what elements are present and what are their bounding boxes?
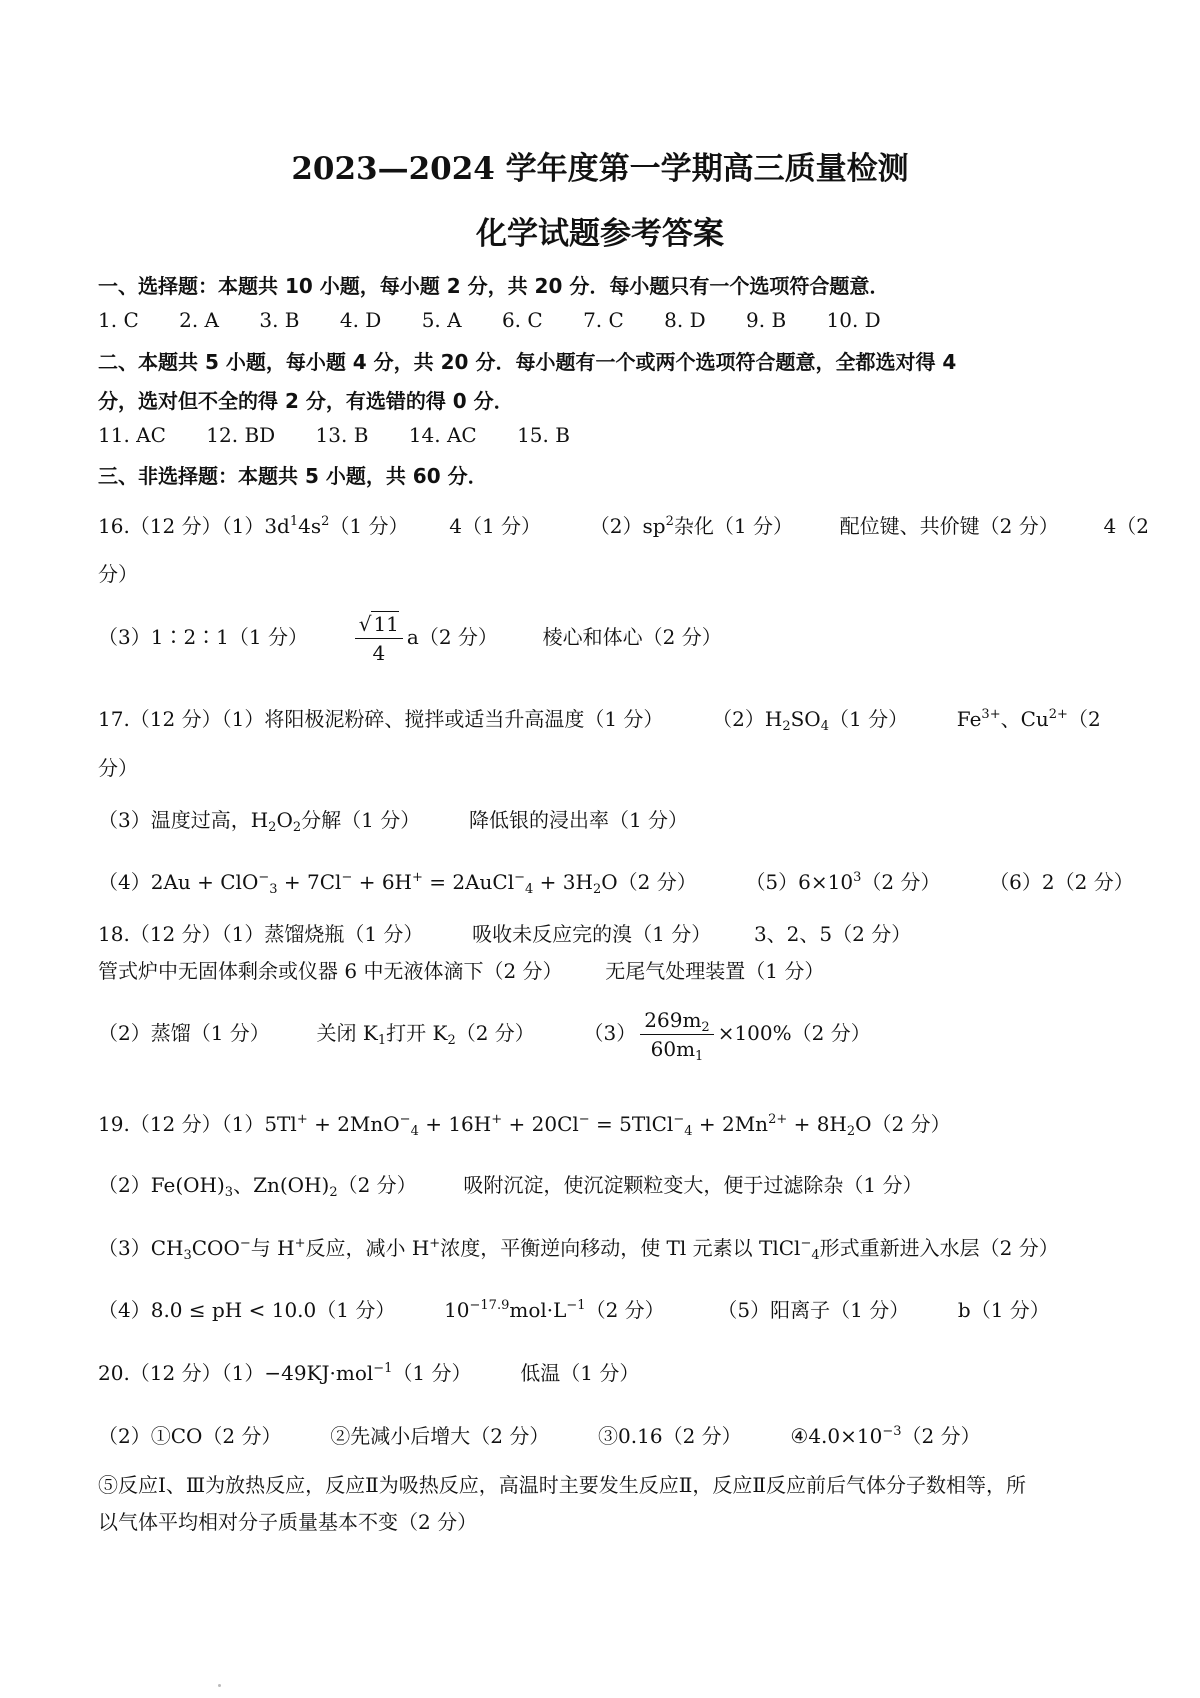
q20-part3: （2）①CO（2 分） bbox=[98, 1424, 282, 1448]
q17-line2: 分） bbox=[98, 756, 138, 780]
q19-part7: （5）阳离子（1 分） bbox=[717, 1298, 910, 1322]
q16-part2: 4（1 分） bbox=[449, 514, 542, 538]
q17-line4 bbox=[98, 866, 1134, 895]
q20-part2: 低温（1 分） bbox=[520, 1361, 640, 1385]
q19-part8: b（1 分） bbox=[957, 1298, 1050, 1322]
sup: − bbox=[578, 1112, 590, 1127]
q20-line4: 以气体平均相对分子质量基本不变（2 分） bbox=[98, 1510, 478, 1534]
section1-answers bbox=[98, 308, 881, 332]
sup: − bbox=[399, 1112, 411, 1127]
sup: + bbox=[411, 870, 423, 885]
q19-eq8: O（2 分） bbox=[855, 1112, 951, 1136]
q17-part1: 17.（12 分）（1）将阳极泥粉碎、搅拌或适当升高温度（1 分） bbox=[98, 707, 664, 731]
answer-13: 13. B bbox=[315, 423, 369, 447]
sub: 1 bbox=[377, 1033, 387, 1048]
q17-part4b: O bbox=[276, 808, 293, 832]
q17-part6b: （2 分） bbox=[861, 870, 941, 894]
sup: 2 bbox=[321, 514, 330, 529]
sub: 4 bbox=[811, 1248, 820, 1263]
sup: + bbox=[491, 1112, 503, 1127]
sup: − bbox=[800, 1236, 812, 1251]
q16-part4: 配位键、共价键（2 分） bbox=[839, 514, 1059, 538]
q19-part3: 吸附沉淀，使沉淀颗粒变大，便于过滤除杂（1 分） bbox=[463, 1173, 923, 1197]
sup: − bbox=[341, 870, 353, 885]
sup: −17.9 bbox=[469, 1298, 510, 1313]
scan-speck bbox=[218, 1684, 221, 1687]
q18-part8: （3） bbox=[583, 1021, 637, 1045]
q16-line2: 分） bbox=[98, 562, 138, 586]
q17-part6: （5）6×10 bbox=[745, 870, 854, 894]
q18-part6: （2）蒸馏（1 分） bbox=[98, 1021, 270, 1045]
answer-7: 7. C bbox=[583, 308, 624, 332]
section2-heading-line1: 二、本题共 5 小题，每小题 4 分，共 20 分．每小题有一个或两个选项符合题意，全都选对得 4 bbox=[98, 350, 957, 374]
q19-eq2: + 2MnO bbox=[307, 1112, 400, 1136]
q16-part3b: 杂化（1 分） bbox=[673, 514, 793, 538]
q18-part2: 吸收未反应完的溴（1 分） bbox=[472, 922, 712, 946]
q16-part1b: 4s bbox=[298, 514, 322, 538]
sub: 3 bbox=[269, 882, 278, 897]
q17-eq3: + 6H bbox=[352, 870, 412, 894]
q19-part6b: mol·L bbox=[509, 1298, 567, 1322]
sup: −1 bbox=[566, 1298, 586, 1313]
answer-1: 1. C bbox=[98, 308, 139, 332]
sup: 3+ bbox=[981, 707, 1001, 722]
answer-15: 15. B bbox=[517, 423, 570, 447]
sup: 2+ bbox=[768, 1112, 788, 1127]
q16-line3 bbox=[98, 612, 722, 665]
q18-line1 bbox=[98, 918, 911, 947]
fraction-numerator: 11 bbox=[373, 612, 399, 636]
sup: − bbox=[514, 870, 526, 885]
sup: 3 bbox=[853, 870, 862, 885]
q17-part3: Fe bbox=[956, 707, 982, 731]
q19-eq5: = 5TlCl bbox=[589, 1112, 674, 1136]
sup: 2+ bbox=[1048, 707, 1068, 722]
sub: 2 bbox=[846, 1124, 856, 1139]
answer-9: 9. B bbox=[746, 308, 787, 332]
q19-part4b: COO bbox=[191, 1236, 240, 1260]
q16-part5: 4（2 bbox=[1103, 514, 1149, 538]
q19-part5: （4）8.0 ≤ pH < 10.0（1 分） bbox=[98, 1298, 396, 1322]
q20-line3: ⑤反应Ⅰ、Ⅲ为放热反应，反应Ⅱ为吸热反应，高温时主要发生反应Ⅱ，反应Ⅱ反应前后气体分子数相等，所 bbox=[98, 1473, 1026, 1497]
q18-part5: 无尾气处理装置（1 分） bbox=[605, 959, 825, 983]
q19-part2: （2）Fe(OH) bbox=[98, 1173, 225, 1197]
sub: 4 bbox=[684, 1124, 693, 1139]
sub: 4 bbox=[525, 882, 534, 897]
q17-part7: （6）2（2 分） bbox=[989, 870, 1134, 894]
q17-part2b: SO bbox=[790, 707, 821, 731]
q20-line1 bbox=[98, 1357, 639, 1386]
answer-10: 10. D bbox=[826, 308, 881, 332]
section2-heading-line2: 分，选对但不全的得 2 分，有选错的得 0 分． bbox=[98, 389, 514, 413]
q17-eq5: + 3H bbox=[533, 870, 593, 894]
q17-eq4: = 2AuCl bbox=[422, 870, 515, 894]
q16-part1c: （1 分） bbox=[329, 514, 409, 538]
sup: 1 bbox=[289, 514, 299, 529]
q20-part4: ②先减小后增大（2 分） bbox=[330, 1424, 550, 1448]
q16-part1: 16.（12 分）（1）3d bbox=[98, 514, 290, 538]
q19-line3 bbox=[98, 1232, 1059, 1261]
q17-part4: （3）温度过高，H bbox=[98, 808, 269, 832]
q19-part2b: 、Zn(OH) bbox=[233, 1173, 330, 1197]
q18-part8b: ×100%（2 分） bbox=[717, 1021, 871, 1045]
q19-eq6: + 2Mn bbox=[692, 1112, 769, 1136]
fraction: $\frac{√ 11}{4}$ bbox=[355, 612, 403, 665]
sub: 2 bbox=[447, 1033, 456, 1048]
answer-6: 6. C bbox=[501, 308, 543, 332]
q17-eq6: O（2 分） bbox=[601, 870, 697, 894]
sub: 4 bbox=[820, 719, 829, 734]
sub: 2 bbox=[268, 820, 277, 835]
q17-eq1: （4）2Au + ClO bbox=[98, 870, 259, 894]
q18-part7: 关闭 K bbox=[316, 1021, 378, 1045]
q20-part6b: （2 分） bbox=[901, 1424, 981, 1448]
sub: 2 bbox=[329, 1185, 338, 1200]
fraction-numerator: 269m bbox=[644, 1008, 702, 1032]
q19-part2c: （2 分） bbox=[337, 1173, 417, 1197]
sup: − bbox=[239, 1236, 251, 1251]
q16-part8: 棱心和体心（2 分） bbox=[542, 625, 722, 649]
page-subtitle: 化学试题参考答案 bbox=[476, 216, 724, 252]
sub: 3 bbox=[224, 1185, 234, 1200]
q18-part1: 18.（12 分）（1）蒸馏烧瓶（1 分） bbox=[98, 922, 424, 946]
q20-part1b: （1 分） bbox=[392, 1361, 472, 1385]
fraction-denominator: 4 bbox=[372, 641, 386, 665]
section1-heading: 一、选择题：本题共 10 小题，每小题 2 分，共 20 分．每小题只有一个选项符合题意． bbox=[98, 274, 890, 298]
sup: 2 bbox=[665, 514, 674, 529]
sub: 2 bbox=[292, 820, 302, 835]
q17-part3c: （2 bbox=[1067, 707, 1101, 731]
q19-line2 bbox=[98, 1169, 923, 1198]
q17-eq2: + 7Cl bbox=[277, 870, 342, 894]
q19-part4d: 反应，减小 H bbox=[305, 1236, 430, 1260]
answer-4: 4. D bbox=[339, 308, 382, 332]
q19-eq4: + 20Cl bbox=[502, 1112, 579, 1136]
page-title: 2023—2024 学年度第一学期高三质量检测 bbox=[291, 151, 909, 187]
q19-part4c: 与 H bbox=[250, 1236, 295, 1260]
q16-part3: （2）sp bbox=[589, 514, 666, 538]
answer-3: 3. B bbox=[259, 308, 300, 332]
answer-2: 2. A bbox=[179, 308, 219, 332]
section2-answers bbox=[98, 423, 570, 447]
q17-part2c: （1 分） bbox=[828, 707, 909, 731]
fraction-denominator: 60m bbox=[650, 1037, 696, 1061]
sub: 4 bbox=[410, 1124, 419, 1139]
sup: −3 bbox=[882, 1424, 902, 1439]
q17-part5: 降低银的浸出率（1 分） bbox=[468, 808, 689, 832]
q19-part6c: （2 分） bbox=[585, 1298, 665, 1322]
q17-part4c: 分解（1 分） bbox=[301, 808, 421, 832]
q18-line2 bbox=[98, 955, 824, 984]
section3-heading: 三、非选择题：本题共 5 小题，共 60 分． bbox=[98, 464, 488, 488]
sup: + bbox=[294, 1236, 306, 1251]
sub: 3 bbox=[183, 1248, 192, 1263]
sub: 2 bbox=[592, 882, 602, 897]
q19-eq7: + 8H bbox=[787, 1112, 847, 1136]
sup: + bbox=[429, 1236, 441, 1251]
sup: − bbox=[258, 870, 270, 885]
sup: − bbox=[673, 1112, 685, 1127]
fraction: $\frac{269m_2}{60m_1}$ bbox=[640, 1008, 713, 1061]
q20-part6: ④4.0×10 bbox=[790, 1424, 883, 1448]
q20-line2 bbox=[98, 1420, 981, 1449]
sup: + bbox=[296, 1112, 308, 1127]
q17-part2: （2）H bbox=[712, 707, 783, 731]
q18-part4: 管式炉中无固体剩余或仪器 6 中无液体滴下（2 分） bbox=[98, 959, 563, 983]
q16-part7: a（2 分） bbox=[406, 625, 498, 649]
answer-12: 12. BD bbox=[206, 423, 276, 447]
q17-part3b: 、Cu bbox=[1000, 707, 1049, 731]
q19-line1 bbox=[98, 1108, 951, 1137]
sup: −1 bbox=[373, 1361, 393, 1376]
q18-part7c: （2 分） bbox=[455, 1021, 535, 1045]
answer-14: 14. AC bbox=[408, 423, 477, 447]
q19-eq3: + 16H bbox=[418, 1112, 492, 1136]
q16-line1 bbox=[98, 510, 1149, 539]
answer-5: 5. A bbox=[421, 308, 462, 332]
answer-8: 8. D bbox=[664, 308, 706, 332]
q16-part6: （3）1∶2∶1（1 分） bbox=[98, 625, 308, 649]
q18-part7b: 打开 K bbox=[386, 1021, 448, 1045]
q19-line4 bbox=[98, 1294, 1050, 1323]
q20-part5: ③0.16（2 分） bbox=[598, 1424, 742, 1448]
q19-part6: 10 bbox=[444, 1298, 470, 1322]
q19-part4e: 浓度，平衡逆向移动，使 Tl 元素以 TlCl bbox=[440, 1236, 801, 1260]
q17-line3 bbox=[98, 804, 688, 833]
q19-part4f: 形式重新进入水层（2 分） bbox=[819, 1236, 1059, 1260]
q19-eq1: 19.（12 分）（1）5Tl bbox=[98, 1112, 297, 1136]
q19-part4: （3）CH bbox=[98, 1236, 184, 1260]
sub: 2 bbox=[782, 719, 791, 734]
q17-line1 bbox=[98, 703, 1101, 732]
answer-11: 11. AC bbox=[98, 423, 166, 447]
q18-part3: 3、2、5（2 分） bbox=[753, 922, 912, 946]
q20-part1: 20.（12 分）（1）−49KJ·mol bbox=[98, 1361, 374, 1385]
q18-line3 bbox=[98, 1008, 871, 1064]
